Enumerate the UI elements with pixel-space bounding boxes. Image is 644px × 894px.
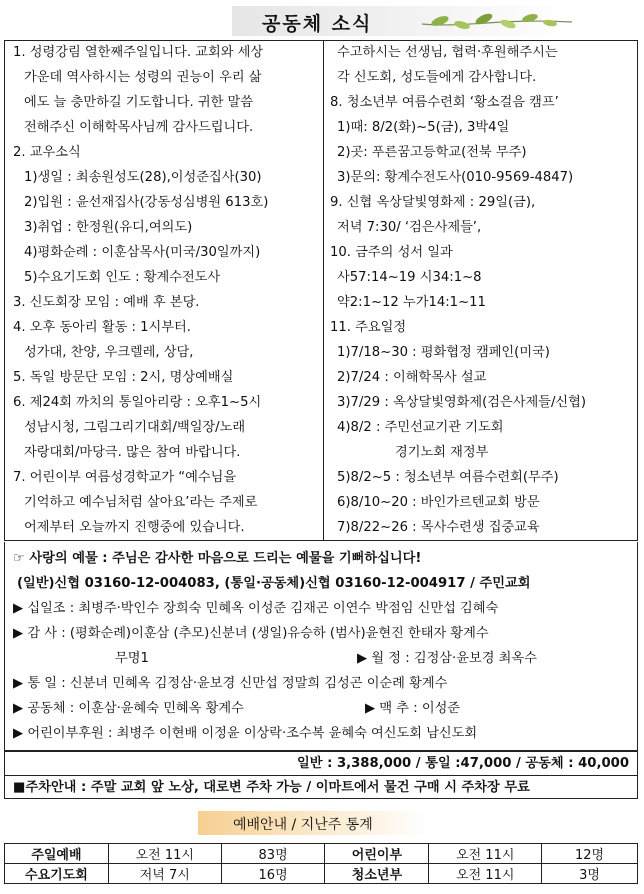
notice-line: 각 신도회, 성도들에게 감사합니다. [337,70,537,85]
notice-line: 1)때: 8/2(화)~5(금), 3박4일 [337,120,510,135]
notice-line: 4)8/2 : 주민선교기관 기도회 [337,420,504,435]
notice-line: 3)7/29 : 옥상달빛영화제(검은사제들/신협) [337,395,587,410]
notice-line: 성남시청, 그림그리기대회/백일장/노래 [24,420,246,435]
notice-line: 기억하고 예수님처럼 살아요’라는 주제로 [24,495,258,510]
notice-line: 6)8/10~20 : 바인가르텐교회 방문 [337,495,540,510]
notice-line: 가운데 역사하시는 성령의 권능이 우리 삶 [24,70,262,85]
offering-line: ▶ 감 사 : (평화순례)이훈삼 (추모)신분녀 (생일)유승하 (범사)윤현진 한태자 황계수 [13,626,489,641]
offering-line: ▶ 어린이부후원 : 최병주 이현배 이정윤 이상락·조수복 윤혜숙 여신도회 남신도회 [13,726,478,741]
table-cell: 청소년부 [325,864,429,884]
offering-line: ▶ 월 정 : 김정삼·윤보경 최옥수 [357,651,537,666]
offering-line: ▶ 맥 추 : 이성준 [365,701,461,716]
notice-line: 2)곳: 푸른꿈고등학교(전북 무주) [337,145,527,160]
notice-line: 전해주신 이해학목사님께 감사드립니다. [24,120,254,135]
worship-header [198,811,428,835]
worship-table [4,843,638,884]
notice-line: 2. 교우소식 [13,145,81,160]
table-cell: 오전 11시 [429,864,542,884]
parking-notice: ■주차안내 : 주말 교회 앞 노상, 대로변 주차 가능 / 이마트에서 물건 구매 시 주차장 무료 [13,780,530,795]
worship-title: 예배안내 / 지난주 통계 [233,817,373,833]
notice-line: 4)평화순례 : 이훈삼목사(미국/30일까지) [24,245,261,260]
notice-line: 2)7/24 : 이해학목사 설교 [337,370,487,385]
notice-line: 3. 신도회장 모임 : 예배 후 본당. [13,295,200,310]
offering-section [4,542,638,751]
notice-right-column [324,41,637,540]
offering-line: ▶ 통 일 : 신분녀 민혜옥 김정삼·윤보경 신만섭 정말희 김성곤 이순례 황계수 [13,676,448,691]
offering-line: ▶ 십일조 : 최병주·박인수 장희숙 민혜옥 이성준 김재곤 이연수 박점임 신만섭 김혜숙 [13,601,499,616]
notice-line: 성가대, 찬양, 우크렐레, 상담, [24,345,194,360]
section-title: 공동체 소식 [262,13,373,35]
table-cell: 16명 [221,864,325,884]
notice-line: 6. 제24회 까치의 통일아리랑 : 오후1~5시 [13,395,262,410]
notice-line: 7)8/22~26 : 목사수련생 집중교육 [337,520,540,535]
notice-line: 1. 성령강림 열한째주일입니다. 교회와 세상 [13,45,264,60]
summary-box [4,751,638,799]
table-cell: 오전 11시 [108,844,221,864]
notice-line: 수고하시는 선생님, 협력·후원해주시는 [337,45,558,60]
table-row [5,864,638,884]
offering-accounts: (일반)신협 03160-12-004083, (통일·공동체)신협 03160-12-004917 / 주민교회 [17,576,531,591]
section-header [232,6,572,36]
offering-totals: 일반 : 3,388,000 / 통일 :47,000 / 공동체 : 40,000 [297,756,629,771]
notice-line: 에도 늘 충만하길 기도합니다. 귀한 말씀 [24,95,253,110]
notice-line: 5. 독일 방문단 모임 : 2시, 명상예배실 [13,370,234,385]
table-cell: 83명 [221,844,325,864]
table-cell: 3명 [542,864,638,884]
notice-line: 10. 금주의 성서 일과 [330,245,453,260]
notice-line: 1)생일 : 최송원성도(28),이성준집사(30) [24,170,262,185]
notice-line: 1)7/18~30 : 평화협정 캠페인(미국) [337,345,550,360]
table-cell: 어린이부 [325,844,429,864]
notice-line: 약2:1~12 누가14:1~11 [337,295,486,310]
table-row [5,844,638,864]
notice-line: 5)수요기도회 인도 : 황계수전도사 [24,270,221,285]
notice-line: 4. 오후 동아리 활동 : 1시부터. [13,320,191,335]
table-cell: 주일예배 [5,844,109,864]
table-cell: 수요기도회 [5,864,109,884]
notice-line: 저녁 7:30/ ‘검은사제들’, [337,220,482,235]
leaf-decoration-icon [422,8,572,34]
offering-line: ▶ 공동체 : 이훈삼·윤혜숙 민혜옥 황계수 [13,701,244,716]
notice-line: 2)입원 : 윤선재집사(강동성심병원 613호) [24,195,269,210]
notice-line: 자랑대회/마당극. 많은 참여 바랍니다. [24,445,241,460]
notice-line: 3)취업 : 한정원(유디,여의도) [24,220,193,235]
notice-line: 7. 어린이부 여름성경학교가 “예수님을 [13,470,237,485]
notice-line: 3)문의: 황계수전도사(010-9569-4847) [337,170,574,185]
table-cell: 저녁 7시 [108,864,221,884]
table-cell: 오전 11시 [429,844,542,864]
notice-box [4,40,638,541]
notice-line: 8. 청소년부 여름수련회 ‘황소걸음 캠프’ [330,95,559,110]
offering-line: 무명1 [115,651,149,666]
notice-line: 경기노회 재정부 [395,445,489,460]
summary-divider [5,775,637,776]
notice-line: 11. 주요일정 [330,320,407,335]
notice-line: 9. 신협 옥상달빛영화제 : 29일(금), [330,195,536,210]
notice-line: 어제부터 오늘까지 진행중에 있습니다. [24,520,245,535]
notice-left-column [5,41,324,540]
notice-line: 5)8/2~5 : 청소년부 여름수련회(무주) [337,470,559,485]
notice-line: 사57:14~19 시34:1~8 [337,270,482,285]
offering-heading: ☞ 사랑의 예물 : 주님은 감사한 마음으로 드리는 예물을 기뻐하십니다! [13,551,422,566]
table-cell: 12명 [542,844,638,864]
